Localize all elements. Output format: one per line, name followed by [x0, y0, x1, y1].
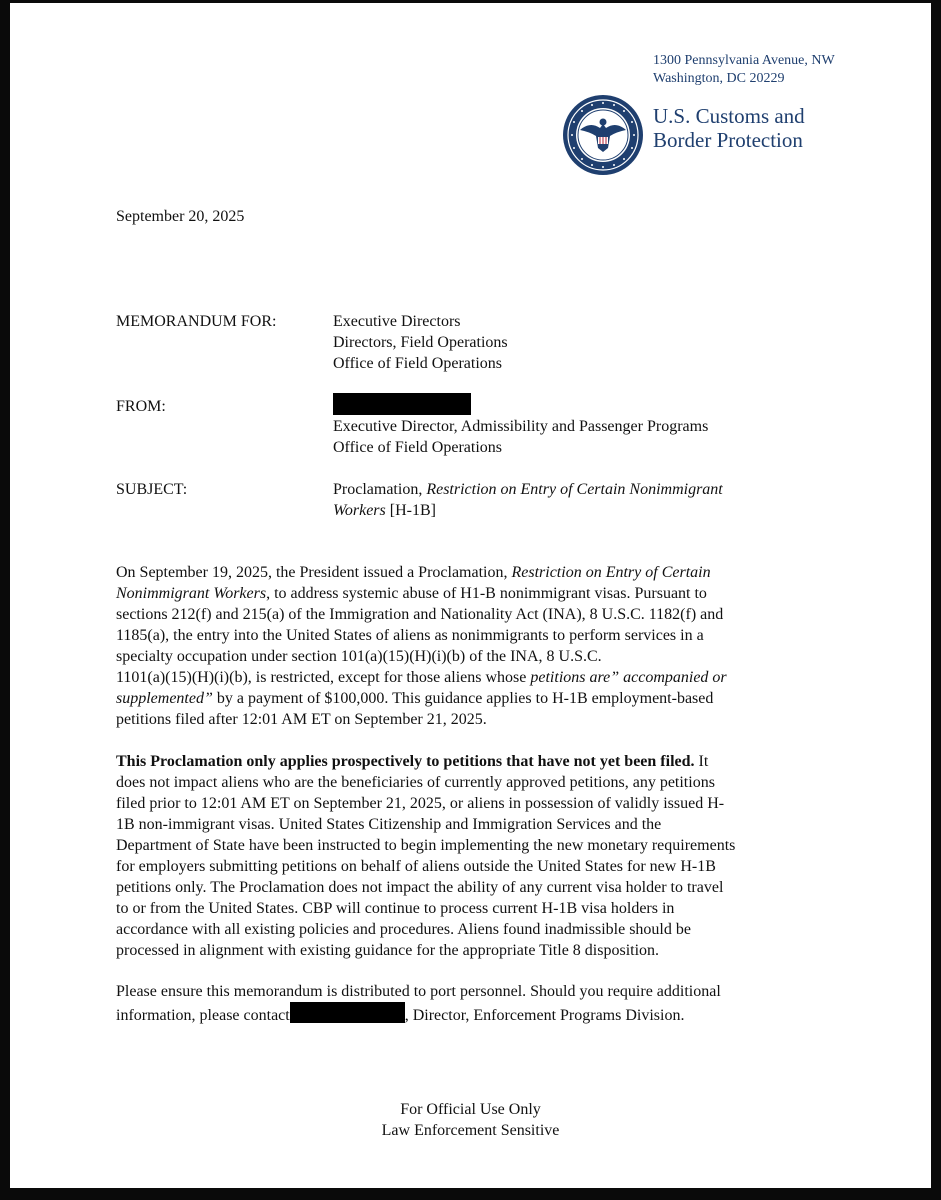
- text-span: On September 19, 2025, the President issued a Proclamation,: [116, 564, 512, 581]
- footer-line-1: For Official Use Only: [400, 1101, 541, 1118]
- paragraph-distribution: [116, 981, 828, 1026]
- text-span: , to address systemic abuse of H1-B nonimmigrant visas. Pursuant to: [266, 585, 707, 602]
- footer-line-2: Law Enforcement Sensitive: [381, 1122, 560, 1139]
- agency-line-1: U.S. Customs and: [653, 104, 805, 128]
- address-line-2: Washington, DC 20229: [653, 71, 785, 86]
- text-line: does not impact aliens who are the beneficiaries of currently approved petitions, any petitions: [116, 774, 715, 791]
- text-line: specialty occupation under section 101(a)(15)(H)(i)(b) of the INA, 8 U.S.C.: [116, 648, 602, 665]
- text-span: This Proclamation only applies prospectively to petitions that have not yet been filed.: [116, 753, 695, 770]
- scan-border-bottom: [0, 1188, 941, 1200]
- text-line: for employers submitting petitions on behalf of aliens outside the United States for new H-1B: [116, 858, 716, 875]
- text-line: sections 212(f) and 215(a) of the Immigration and Nationality Act (INA), 8 U.S.C. 1182(f) and: [116, 606, 724, 623]
- text-span: petitions are” accompanied or: [530, 669, 727, 686]
- subject-suffix: [H-1B]: [385, 502, 436, 519]
- scan-border-top: [0, 0, 941, 3]
- paragraph-proclamation: [116, 562, 828, 730]
- paragraph-scope: [116, 751, 828, 961]
- text-span: It: [694, 753, 709, 770]
- text-span: Nonimmigrant Workers: [116, 585, 267, 602]
- text-span: by a payment of $100,000. This guidance applies to H-1B employment-based: [212, 690, 714, 707]
- text-line: 1185(a), the entry into the United States of aliens as nonimmigrants to perform services in a: [116, 627, 704, 644]
- subject-prefix: Proclamation,: [333, 481, 427, 498]
- subject-title-1: Restriction on Entry of Certain Nonimmigrant: [426, 481, 723, 498]
- redacted-name: [333, 393, 471, 415]
- scan-border-left: [0, 0, 10, 1200]
- text-span: Restriction on Entry of Certain: [511, 564, 711, 581]
- text-line: petitions only. The Proclamation does not impact the ability of any current visa holder to travel: [116, 879, 724, 896]
- text-line: Department of State have been instructed to begin implementing the new monetary requirements: [116, 837, 736, 854]
- text-line: petitions filed after 12:01 AM ET on September 21, 2025.: [116, 711, 487, 728]
- text-span: 1101(a)(15)(H)(i)(b), is restricted, except for those aliens whose: [116, 669, 531, 686]
- redacted-contact: [290, 1002, 405, 1023]
- from-label: FROM:: [116, 398, 166, 415]
- text-line: filed prior to 12:01 AM ET on September 21, 2025, or aliens in possession of validly issued H-: [116, 795, 725, 812]
- recipient-line: Directors, Field Operations: [333, 334, 508, 351]
- text-span: supplemented”: [116, 690, 213, 707]
- memo-for-label: MEMORANDUM FOR:: [116, 313, 277, 330]
- scan-border-right: [931, 0, 941, 1200]
- from-block: [333, 393, 833, 458]
- from-office: Office of Field Operations: [333, 439, 502, 456]
- subject-title-2: Workers: [333, 502, 386, 519]
- letterhead-address: [653, 52, 835, 88]
- text-span: information, please contact: [116, 1007, 290, 1024]
- cbp-seal-icon: [562, 94, 644, 176]
- text-span: , Director, Enforcement Programs Division.: [404, 1007, 685, 1024]
- from-title: Executive Director, Admissibility and Passenger Programs: [333, 418, 709, 435]
- subject-text: [333, 479, 833, 521]
- memo-date: September 20, 2025: [116, 208, 245, 225]
- recipient-line: Executive Directors: [333, 313, 461, 330]
- agency-line-2: Border Protection: [653, 128, 803, 152]
- agency-name: [653, 104, 805, 152]
- text-line: accordance with all existing policies and procedures. Aliens found inadmissible should be: [116, 921, 691, 938]
- recipient-line: Office of Field Operations: [333, 355, 502, 372]
- text-line: to or from the United States. CBP will continue to process current H-1B visa holders in: [116, 900, 675, 917]
- subject-label: SUBJECT:: [116, 481, 188, 498]
- memo-for-recipients: [333, 311, 833, 374]
- text-line: Please ensure this memorandum is distributed to port personnel. Should you require additional: [116, 983, 721, 1000]
- address-line-1: 1300 Pennsylvania Avenue, NW: [653, 53, 835, 68]
- footer-classification: [0, 1099, 941, 1141]
- text-line: 1B non-immigrant visas. United States Citizenship and Immigration Services and the: [116, 816, 662, 833]
- text-line: processed in alignment with existing guidance for the appropriate Title 8 disposition.: [116, 942, 660, 959]
